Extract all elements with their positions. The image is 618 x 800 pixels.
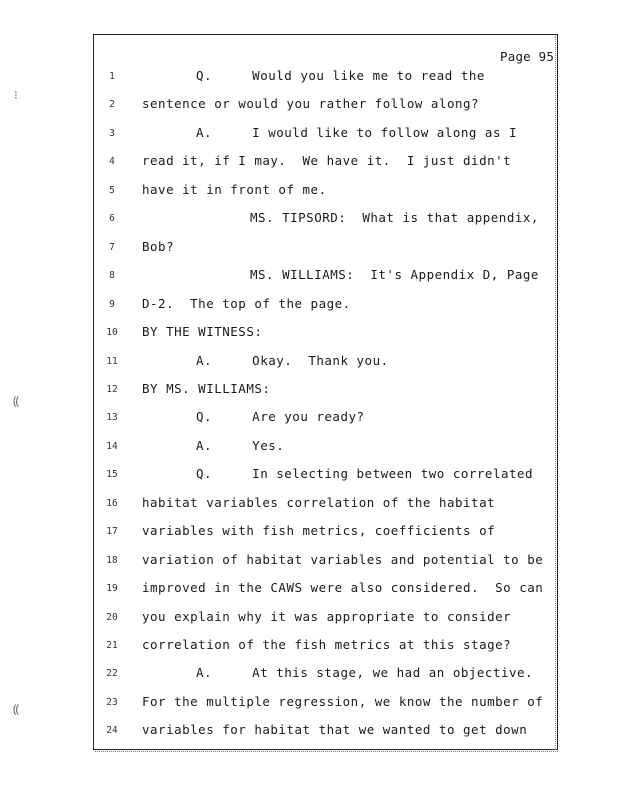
line-number: 5 xyxy=(109,184,115,196)
margin-mark-top: ⁝ xyxy=(14,88,18,102)
transcript-line xyxy=(0,381,618,401)
line-number: 3 xyxy=(109,127,115,139)
line-text: read it, if I may. We have it. I just didn't xyxy=(142,153,512,169)
line-text: you explain why it was appropriate to consider xyxy=(142,608,512,624)
transcript-line xyxy=(0,324,618,344)
transcript-line xyxy=(0,125,618,145)
line-text: For the multiple regression, we know the number of xyxy=(142,693,544,709)
transcript-line xyxy=(0,694,618,714)
line-text: A. Okay. Thank you. xyxy=(196,352,389,368)
line-text: variation of habitat variables and potential to be xyxy=(142,551,544,567)
line-number: 14 xyxy=(106,440,118,452)
transcript-line xyxy=(0,353,618,373)
transcript-line xyxy=(0,495,618,515)
line-number: 10 xyxy=(106,327,118,339)
transcript-line xyxy=(0,96,618,116)
line-number: 16 xyxy=(106,497,118,509)
transcript-line xyxy=(0,210,618,230)
transcript-line xyxy=(0,438,618,458)
line-text: Q. Would you like me to read the xyxy=(196,68,485,83)
transcript-line xyxy=(0,609,618,629)
line-text: improved in the CAWS were also considered. So can xyxy=(142,580,544,596)
line-number: 6 xyxy=(109,213,115,225)
line-text: A. Yes. xyxy=(196,437,285,453)
line-number: 17 xyxy=(106,526,118,538)
transcript-line xyxy=(0,580,618,600)
line-number: 23 xyxy=(106,696,118,708)
line-text: Bob? xyxy=(142,238,175,254)
transcript-line xyxy=(0,637,618,657)
line-number: 15 xyxy=(106,469,118,481)
transcript-line xyxy=(0,153,618,173)
line-text: A. I would like to follow along as I xyxy=(196,124,518,140)
line-number: 11 xyxy=(106,355,118,367)
line-text: MS. TIPSORD: What is that appendix, xyxy=(250,210,539,226)
transcript-line xyxy=(0,296,618,316)
transcript-line xyxy=(0,239,618,259)
margin-mark-middle: ⸨ xyxy=(13,394,20,408)
line-number: 21 xyxy=(106,640,118,651)
transcript-line xyxy=(0,552,618,572)
page-number: Page 95 xyxy=(500,49,555,64)
margin-mark-bottom: ⸨ xyxy=(13,702,20,716)
transcript-line xyxy=(0,523,618,543)
line-text: D-2. The top of the page. xyxy=(142,295,351,311)
transcript-line xyxy=(0,182,618,202)
line-text: Q. Are you ready? xyxy=(196,409,365,425)
line-text: habitat variables correlation of the habitat xyxy=(142,494,496,510)
line-text: variables for habitat that we wanted to get down xyxy=(142,722,528,738)
line-number: 8 xyxy=(109,270,115,282)
line-text: Q. In selecting between two correlated xyxy=(196,466,534,482)
line-number: 2 xyxy=(109,99,115,111)
page-edge-bottom xyxy=(95,751,558,754)
transcript-line xyxy=(0,409,618,429)
line-number: 1 xyxy=(109,71,115,82)
line-number: 19 xyxy=(106,583,118,595)
line-text: have it in front of me. xyxy=(142,181,327,197)
transcript-line xyxy=(0,267,618,287)
line-number: 24 xyxy=(106,725,118,737)
line-text: BY THE WITNESS: xyxy=(142,324,263,340)
line-text: variables with fish metrics, coefficients of xyxy=(142,523,496,539)
transcript-line xyxy=(0,68,618,88)
line-number: 4 xyxy=(109,156,115,168)
line-number: 12 xyxy=(106,383,118,395)
transcript-line xyxy=(0,722,618,742)
line-number: 7 xyxy=(109,241,115,253)
line-number: 20 xyxy=(106,611,118,623)
line-number: 9 xyxy=(109,298,115,310)
transcript-line xyxy=(0,466,618,486)
transcript-line xyxy=(0,665,618,685)
line-number: 18 xyxy=(106,554,118,566)
line-text: A. At this stage, we had an objective. xyxy=(196,665,534,681)
line-text: MS. WILLIAMS: It's Appendix D, Page xyxy=(250,267,539,283)
line-text: sentence or would you rather follow along? xyxy=(142,96,480,112)
line-text: BY MS. WILLIAMS: xyxy=(142,380,271,396)
line-number: 13 xyxy=(106,412,118,424)
line-text: correlation of the fish metrics at this stage? xyxy=(142,637,512,652)
line-number: 22 xyxy=(106,668,118,680)
